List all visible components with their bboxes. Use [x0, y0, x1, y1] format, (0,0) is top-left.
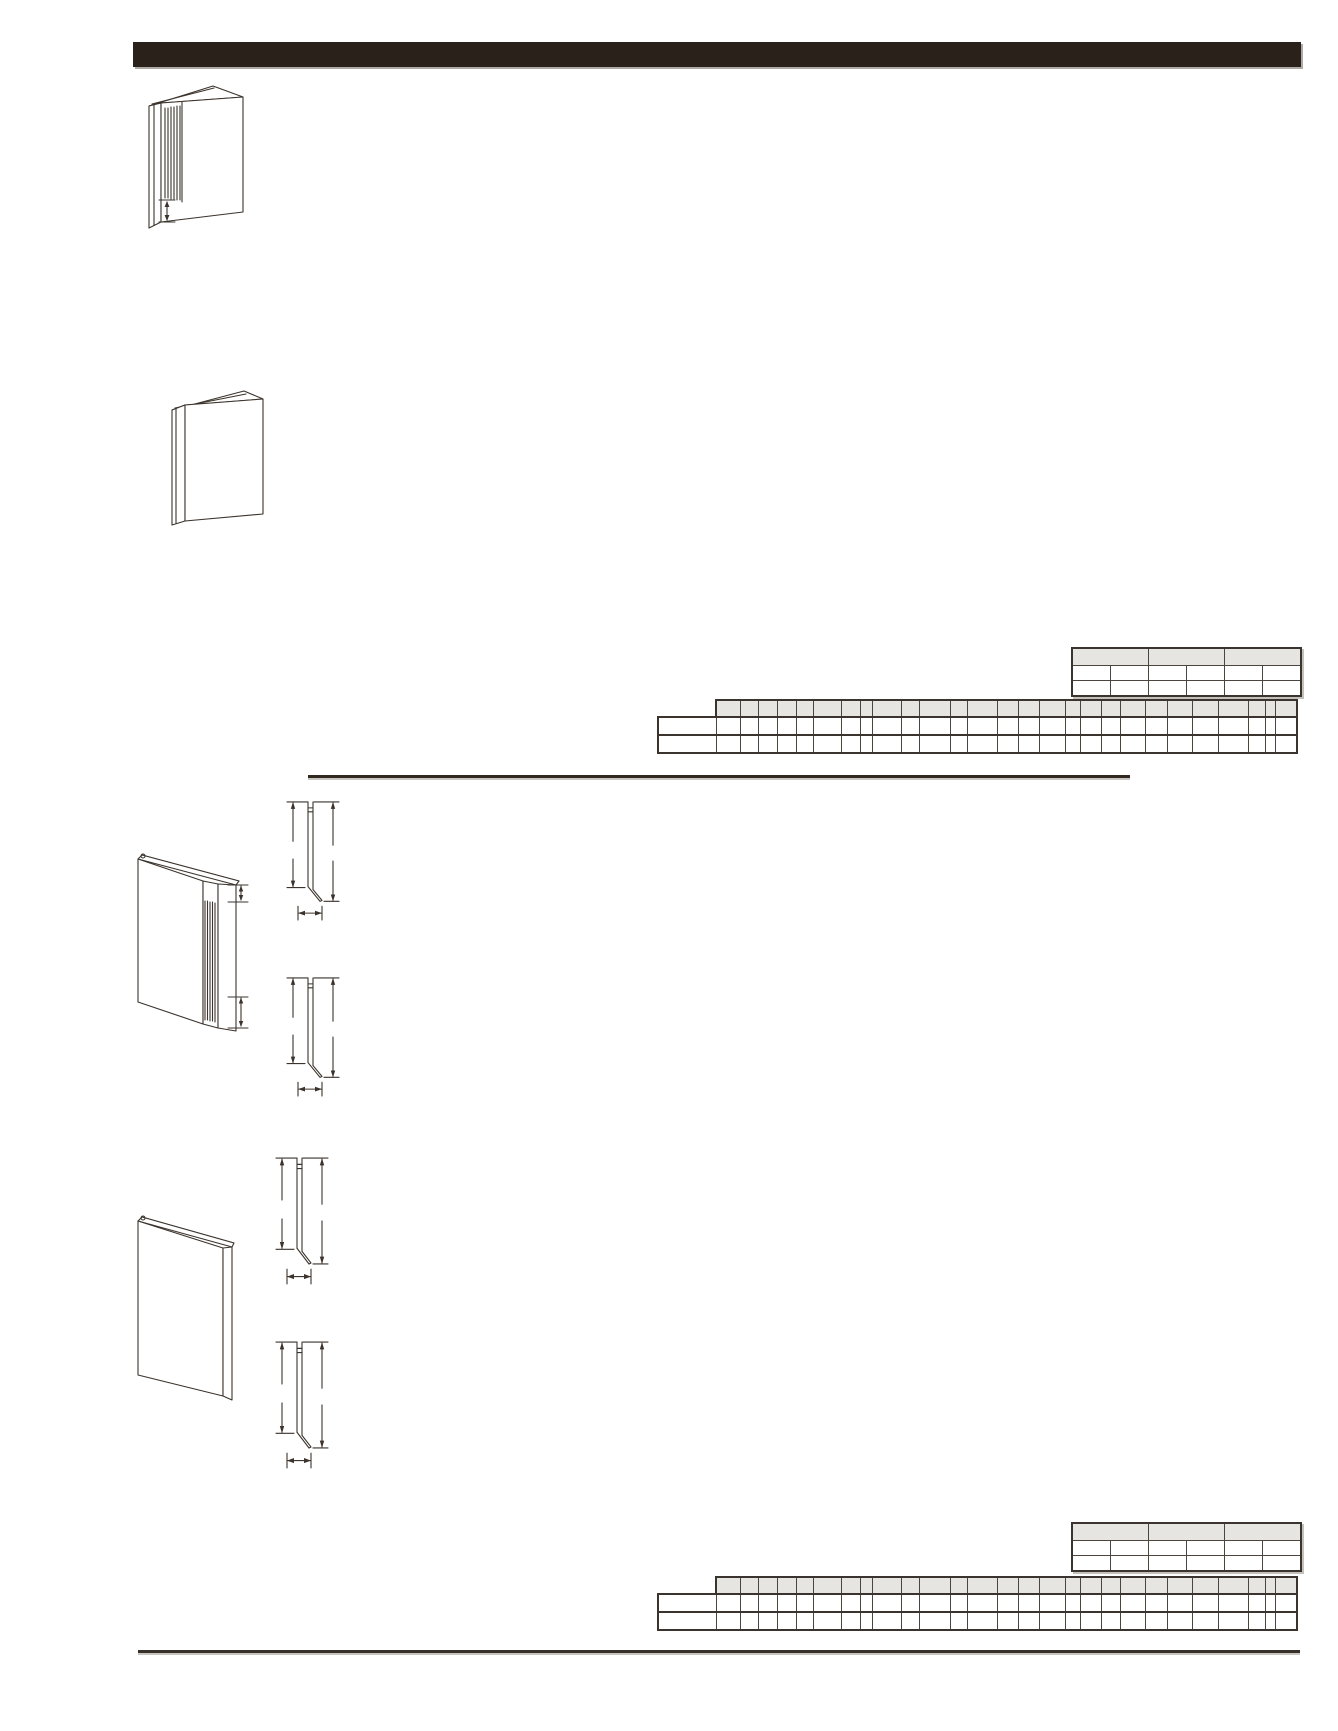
- table-row: [657, 1593, 1298, 1613]
- table-cell: [998, 1578, 1020, 1593]
- table-cell: [1262, 1541, 1300, 1555]
- table-cell: [1040, 1595, 1066, 1611]
- table-cell: [1121, 1613, 1146, 1629]
- table-cell: [842, 736, 861, 752]
- table-cell: [998, 1613, 1020, 1629]
- title-bar: [133, 42, 1301, 67]
- table-cell: [1040, 1578, 1066, 1593]
- table-cell: [1066, 1613, 1080, 1629]
- table-cell: [814, 1578, 842, 1593]
- table-cell: [968, 1613, 998, 1629]
- table-cell: [1081, 718, 1103, 734]
- table-cell: [1110, 666, 1148, 680]
- table-cell: [1121, 701, 1146, 716]
- table-cell: [778, 1613, 797, 1629]
- table-cell: [1168, 1595, 1193, 1611]
- table-cell: [1110, 1541, 1148, 1555]
- louvered-door-figure: [145, 84, 249, 230]
- table-cell: [778, 1578, 797, 1593]
- table-cell: [1040, 718, 1066, 734]
- row-cells: [717, 718, 1296, 734]
- table-row: [657, 734, 1298, 754]
- table-cell: [998, 718, 1020, 734]
- table-cell: [861, 1613, 873, 1629]
- table-cell: [998, 736, 1020, 752]
- table-cell: [1066, 701, 1080, 716]
- table-cell: [1224, 1556, 1262, 1570]
- row-cells: [717, 736, 1296, 752]
- table-cell: [968, 718, 998, 734]
- table-cell: [861, 1578, 873, 1593]
- table-cell: [1266, 1595, 1276, 1611]
- table-cell: [797, 1613, 814, 1629]
- header-cell: [1073, 649, 1148, 665]
- table-cell: [1266, 1578, 1276, 1593]
- table-cell: [902, 1578, 921, 1593]
- table-cell: [1040, 1613, 1066, 1629]
- row-label-cell: [659, 718, 717, 734]
- table-cell: [1146, 736, 1168, 752]
- table-cell: [1146, 1613, 1168, 1629]
- table-cell: [920, 1578, 950, 1593]
- edge-profile-section: [275, 1340, 329, 1470]
- table-cell: [861, 701, 873, 716]
- table-cell: [814, 736, 842, 752]
- flush-door-figure: [169, 388, 267, 532]
- table-cell: [1219, 736, 1249, 752]
- table-row: [657, 716, 1298, 736]
- table-cell: [717, 1578, 741, 1593]
- table-cell: [1148, 681, 1186, 695]
- table-cell: [1224, 666, 1262, 680]
- table-row: [1073, 1540, 1300, 1555]
- table-cell: [920, 1613, 950, 1629]
- table-cell: [797, 1595, 814, 1611]
- dimension-grid-table: [657, 1576, 1298, 1631]
- spec-summary-table: [1071, 647, 1302, 697]
- table-cell: [797, 1578, 814, 1593]
- table-cell: [1148, 666, 1186, 680]
- table-cell: [1019, 1578, 1040, 1593]
- table-cell: [759, 736, 778, 752]
- table-cell: [1148, 1541, 1186, 1555]
- table-cell: [717, 736, 741, 752]
- flush-door-isometric-drawing: [134, 1212, 246, 1402]
- table-cell: [1168, 718, 1193, 734]
- header-cell: [1073, 1524, 1148, 1540]
- table-cell: [1193, 1578, 1218, 1593]
- table-cell: [1121, 1578, 1146, 1593]
- header-cell: [1224, 1524, 1300, 1540]
- table-cell: [741, 1613, 760, 1629]
- table-cell: [814, 1613, 842, 1629]
- table-cell: [1066, 736, 1080, 752]
- table-cell: [717, 718, 741, 734]
- table-cell: [920, 1595, 950, 1611]
- table-cell: [920, 718, 950, 734]
- table-cell: [951, 1595, 968, 1611]
- row-cells: [717, 1613, 1296, 1629]
- table-cell: [998, 701, 1020, 716]
- table-cell: [1121, 718, 1146, 734]
- table-cell: [861, 1595, 873, 1611]
- table-cell: [759, 701, 778, 716]
- table-cell: [1081, 701, 1103, 716]
- table-cell: [741, 701, 760, 716]
- table-cell: [1193, 1613, 1218, 1629]
- table-cell: [1276, 736, 1296, 752]
- row-label-cell: [659, 1613, 717, 1629]
- table-cell: [1081, 736, 1103, 752]
- table-cell: [1073, 681, 1110, 695]
- table-cell: [861, 736, 873, 752]
- table-cell: [1193, 718, 1218, 734]
- table-cell: [1102, 1613, 1121, 1629]
- table-cell: [814, 701, 842, 716]
- table-cell: [1219, 1578, 1249, 1593]
- table-row: [1073, 680, 1300, 695]
- table-cell: [1186, 681, 1224, 695]
- table-cell: [717, 1595, 741, 1611]
- table-cell: [1186, 666, 1224, 680]
- louvered-door-isometric-drawing: [133, 852, 251, 1034]
- table-cell: [1219, 701, 1249, 716]
- table-cell: [1148, 1556, 1186, 1570]
- table-cell: [741, 1595, 760, 1611]
- table-cell: [1146, 701, 1168, 716]
- table-cell: [1019, 701, 1040, 716]
- table-cell: [920, 701, 950, 716]
- table-cell: [1249, 718, 1266, 734]
- table-cell: [842, 1613, 861, 1629]
- table-row: [657, 1611, 1298, 1631]
- table-row: [1073, 1555, 1300, 1570]
- table-cell: [814, 718, 842, 734]
- table-cell: [1249, 701, 1266, 716]
- table-cell: [1019, 1613, 1040, 1629]
- row-label-cell: [659, 1595, 717, 1611]
- table-cell: [1168, 701, 1193, 716]
- table-cell: [1224, 681, 1262, 695]
- table-cell: [1146, 1578, 1168, 1593]
- edge-profile-section-drawing: [275, 1340, 329, 1470]
- table-cell: [902, 736, 921, 752]
- table-cell: [797, 718, 814, 734]
- table-cell: [861, 718, 873, 734]
- table-cell: [951, 718, 968, 734]
- table-cell: [1019, 1595, 1040, 1611]
- table-cell: [902, 701, 921, 716]
- table-cell: [1193, 701, 1218, 716]
- table-cell: [741, 736, 760, 752]
- table-cell: [759, 718, 778, 734]
- table-cell: [1102, 736, 1121, 752]
- table-cell: [1121, 1595, 1146, 1611]
- section-divider-rule: [308, 775, 1130, 778]
- table-cell: [759, 1613, 778, 1629]
- table-cell: [1168, 1578, 1193, 1593]
- table-cell: [1110, 681, 1148, 695]
- table-cell: [1276, 1613, 1296, 1629]
- table-cell: [759, 1578, 778, 1593]
- table-cell: [797, 701, 814, 716]
- table-cell: [968, 1578, 998, 1593]
- table-cell: [1266, 736, 1276, 752]
- table-cell: [1219, 1613, 1249, 1629]
- table-cell: [1110, 1556, 1148, 1570]
- table-cell: [951, 1578, 968, 1593]
- table-cell: [1266, 718, 1276, 734]
- table-cell: [778, 701, 797, 716]
- table-cell: [814, 1595, 842, 1611]
- table-cell: [873, 1578, 901, 1593]
- table-cell: [1193, 736, 1218, 752]
- table-cell: [1081, 1595, 1103, 1611]
- table-cell: [1249, 1595, 1266, 1611]
- table-cell: [778, 736, 797, 752]
- table-header-row: [715, 1576, 1298, 1595]
- table-cell: [717, 701, 741, 716]
- table-cell: [998, 1595, 1020, 1611]
- table-cell: [1249, 736, 1266, 752]
- table-cell: [741, 1578, 760, 1593]
- header-cell: [1224, 649, 1300, 665]
- table-cell: [1019, 736, 1040, 752]
- table-cell: [968, 1595, 998, 1611]
- table-cell: [1276, 718, 1296, 734]
- table-cell: [1121, 736, 1146, 752]
- table-cell: [717, 1613, 741, 1629]
- table-cell: [951, 1613, 968, 1629]
- table-cell: [1224, 1541, 1262, 1555]
- table-cell: [1146, 1595, 1168, 1611]
- flush-door-isometric-drawing: [169, 388, 267, 532]
- table-cell: [1168, 1613, 1193, 1629]
- table-cell: [873, 718, 901, 734]
- table-cell: [1266, 1613, 1276, 1629]
- table-cell: [1073, 1556, 1110, 1570]
- table-cell: [1249, 1578, 1266, 1593]
- table-cell: [1219, 718, 1249, 734]
- table-cell: [920, 736, 950, 752]
- table-cell: [873, 736, 901, 752]
- edge-profile-section: [275, 1156, 329, 1286]
- edge-profile-section-drawing: [286, 976, 340, 1098]
- table-cell: [778, 718, 797, 734]
- edge-profile-section-drawing: [275, 1156, 329, 1286]
- table-cell: [968, 736, 998, 752]
- table-cell: [951, 701, 968, 716]
- table-cell: [1276, 1578, 1296, 1593]
- spec-summary-table: [1071, 1522, 1302, 1572]
- table-cell: [1266, 701, 1276, 716]
- louvered-door-isometric-drawing: [145, 84, 249, 230]
- table-cell: [842, 718, 861, 734]
- table-cell: [842, 701, 861, 716]
- row-cells: [717, 1595, 1296, 1611]
- louvered-door-figure: [133, 852, 251, 1034]
- header-cell: [1148, 649, 1224, 665]
- table-cell: [1262, 681, 1300, 695]
- dimension-grid-table: [657, 699, 1298, 754]
- table-cell: [1186, 1556, 1224, 1570]
- table-cell: [1102, 701, 1121, 716]
- table-cell: [842, 1578, 861, 1593]
- edge-profile-section: [286, 800, 340, 922]
- table-cell: [1249, 1613, 1266, 1629]
- table-cell: [1102, 1595, 1121, 1611]
- table-cell: [1019, 718, 1040, 734]
- table-cell: [902, 1595, 921, 1611]
- table-cell: [1081, 1613, 1103, 1629]
- table-cell: [1262, 1556, 1300, 1570]
- table-cell: [951, 736, 968, 752]
- table-cell: [1066, 1595, 1080, 1611]
- table-cell: [1219, 1595, 1249, 1611]
- table-cell: [1102, 718, 1121, 734]
- table-cell: [1040, 701, 1066, 716]
- footer-rule: [138, 1650, 1300, 1653]
- table-cell: [1040, 736, 1066, 752]
- table-cell: [902, 1613, 921, 1629]
- table-cell: [741, 718, 760, 734]
- table-cell: [1168, 736, 1193, 752]
- table-cell: [1081, 1578, 1103, 1593]
- table-cell: [778, 1595, 797, 1611]
- table-cell: [968, 701, 998, 716]
- edge-profile-section-drawing: [286, 800, 340, 922]
- table-cell: [873, 1613, 901, 1629]
- table-cell: [1186, 1541, 1224, 1555]
- table-cell: [902, 718, 921, 734]
- table-cell: [1073, 1541, 1110, 1555]
- table-cell: [1066, 718, 1080, 734]
- table-cell: [1146, 718, 1168, 734]
- table-header-row: [1073, 1524, 1300, 1540]
- table-cell: [759, 1595, 778, 1611]
- table-cell: [842, 1595, 861, 1611]
- row-label-cell: [659, 736, 717, 752]
- table-cell: [797, 736, 814, 752]
- table-cell: [1276, 701, 1296, 716]
- table-cell: [1262, 666, 1300, 680]
- table-row: [1073, 665, 1300, 680]
- edge-profile-section: [286, 976, 340, 1098]
- header-cell: [1148, 1524, 1224, 1540]
- table-cell: [1073, 666, 1110, 680]
- table-header-row: [715, 699, 1298, 718]
- table-cell: [1193, 1595, 1218, 1611]
- table-header-row: [1073, 649, 1300, 665]
- table-cell: [1066, 1578, 1080, 1593]
- flush-door-figure: [134, 1212, 246, 1402]
- table-cell: [1102, 1578, 1121, 1593]
- table-cell: [1276, 1595, 1296, 1611]
- table-cell: [873, 1595, 901, 1611]
- table-cell: [873, 701, 901, 716]
